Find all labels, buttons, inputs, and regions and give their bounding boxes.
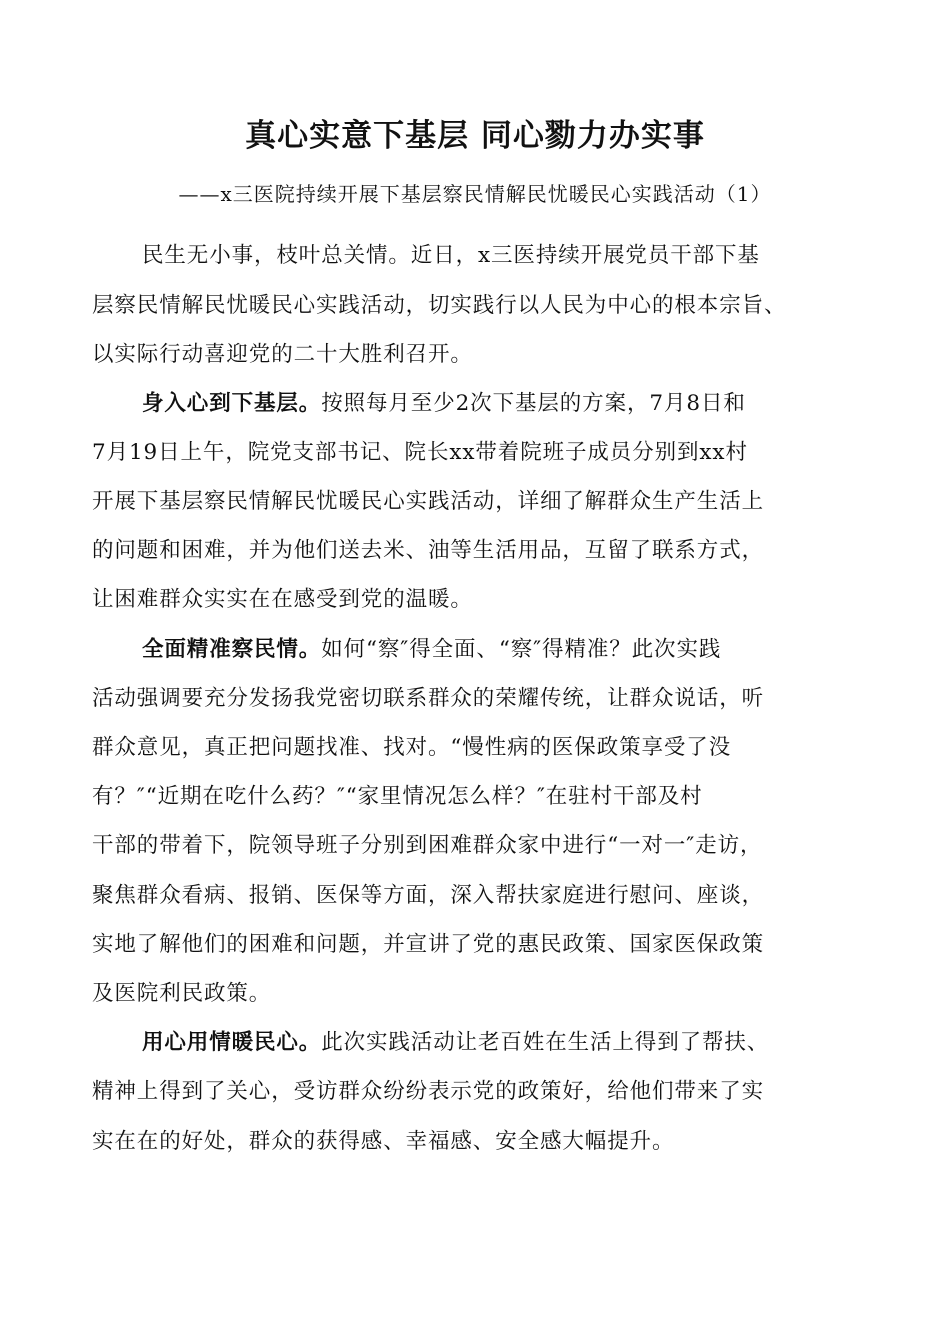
paragraph-2-line-1-text: 按照每月至少2次下基层的方案，7月8日和 (321, 391, 746, 416)
document-subtitle: ——x三医院持续开展下基层察民情解民忧暖民心实践活动（1） (178, 182, 772, 206)
paragraph-3-line-6: 聚焦群众看病、报销、医保等方面，深入帮扶家庭进行慰问、座谈， (92, 883, 765, 908)
paragraph-2-line-3: 开展下基层察民情解民忧暖民心实践活动，详细了解群众生产生活上 (92, 489, 765, 514)
document-title: 真心实意下基层 同心勠力办实事 (245, 118, 705, 154)
paragraph-3-line-4: 有？″“近期在吃什么药？″“家里情况怎么样？″在驻村干部及村 (92, 784, 703, 809)
paragraph-3-line-8: 及医院利民政策。 (92, 981, 272, 1006)
paragraph-3-heading: 全面精准察民情。 (142, 637, 322, 662)
paragraph-3-line-1 (142, 630, 721, 670)
paragraph-3-line-2: 活动强调要充分发扬我党密切联系群众的荣耀传统，让群众说话，听 (92, 686, 765, 711)
paragraph-4-line-3: 实在在的好处，群众的获得感、幸福感、安全感大幅提升。 (92, 1129, 675, 1154)
paragraph-1-line-2: 层察民情解民忧暖民心实践活动，切实践行以人民为中心的根本宗旨、 (92, 293, 787, 318)
paragraph-2-heading: 身入心到下基层。 (142, 391, 322, 416)
paragraph-1-line-3: 以实际行动喜迎党的二十大胜利召开。 (92, 342, 473, 367)
paragraph-2-line-5: 让困难群众实实在在感受到党的温暖。 (92, 587, 473, 612)
paragraph-1-line-1: 民生无小事，枝叶总关情。近日，x三医持续开展党员干部下基 (142, 243, 760, 268)
paragraph-2-line-4: 的问题和困难，并为他们送去米、油等生活用品，互留了联系方式， (92, 538, 765, 563)
paragraph-4-heading: 用心用情暖民心。 (142, 1030, 322, 1055)
paragraph-3-line-7: 实地了解他们的困难和问题，并宣讲了党的惠民政策、国家医保政策 (92, 932, 765, 957)
paragraph-2-line-1 (142, 384, 746, 424)
paragraph-4-line-2: 精神上得到了关心，受访群众纷纷表示党的政策好，给他们带来了实 (92, 1079, 765, 1104)
paragraph-4-line-1 (142, 1023, 769, 1063)
paragraph-2-line-2: 7月19日上午，院党支部书记、院长xx带着院班子成员分别到xx村 (92, 440, 748, 465)
paragraph-3-line-3: 群众意见，真正把问题找准、找对。“慢性病的医保政策享受了没 (92, 735, 732, 760)
paragraph-3-line-5: 干部的带着下，院领导班子分别到困难群众家中进行“一对一″走访， (92, 833, 763, 858)
paragraph-4-line-1-text: 此次实践活动让老百姓在生活上得到了帮扶、 (321, 1030, 770, 1055)
paragraph-3-line-1-text: 如何“察″得全面、“察″得精准？此次实践 (321, 637, 722, 662)
